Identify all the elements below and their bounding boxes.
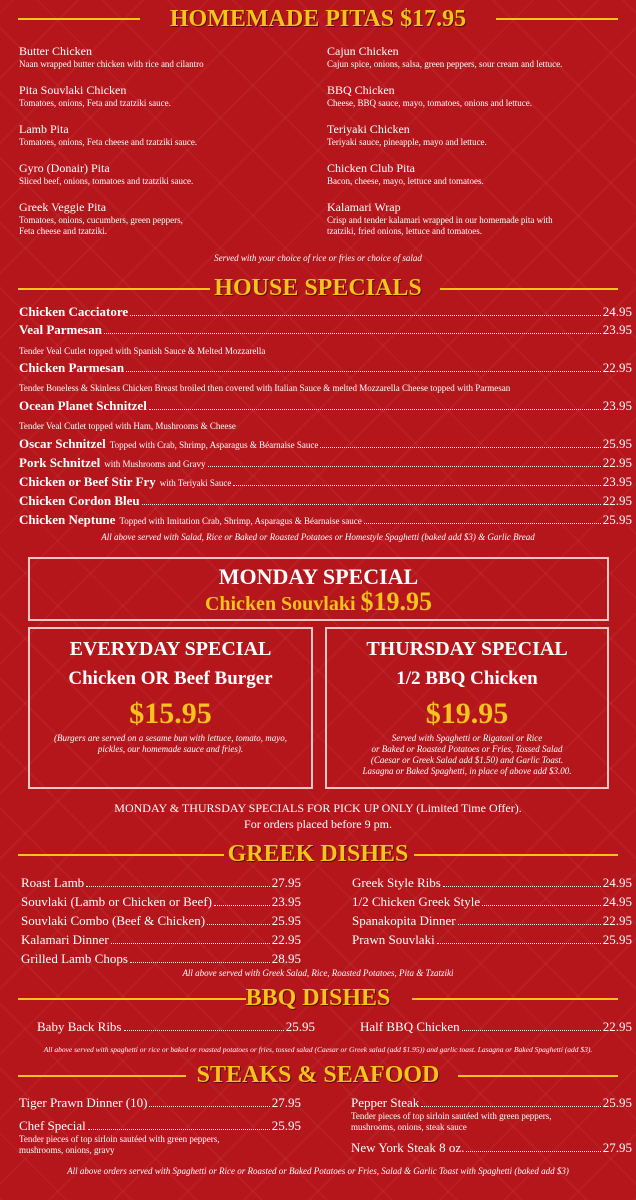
leader-dots <box>458 924 601 925</box>
leader-dots <box>233 485 600 486</box>
dish-price: 23.95 <box>271 894 301 909</box>
dish-sub: with Teriyaki Sauce <box>159 478 232 488</box>
dish-sub: Topped with Imitation Crab, Shrimp, Asparagus & Béarnaise sauce <box>119 516 362 526</box>
dish-price: 23.95 <box>602 322 632 337</box>
house-row <box>19 359 632 376</box>
dish-name: Baby Back Ribs <box>37 1019 122 1034</box>
pita-desc-2: Feta cheese and tzatziki. <box>19 226 107 236</box>
dish-name: Roast Lamb <box>21 875 85 890</box>
steaks-heading: STEAKS & SEAFOOD <box>196 1062 440 1088</box>
dish-price: 25.95 <box>602 436 632 451</box>
pita-desc: Teriyaki sauce, pineapple, mayo and lettuce. <box>327 137 487 147</box>
dish-name: 1/2 Chicken Greek Style <box>352 894 481 909</box>
dish-price: 22.95 <box>271 932 301 947</box>
dish-name: Prawn Souvlaki <box>352 932 435 947</box>
dish-desc: Tender pieces of top sirloin sautéed with green peppers, <box>351 1111 552 1121</box>
pitas-heading: HOMEMADE PITAS $17.95 <box>169 6 467 32</box>
monday-line2 <box>30 589 607 617</box>
dish-desc-2: mushrooms, onions, steak sauce <box>351 1122 467 1132</box>
pita-desc: Tomatoes, onions, Feta cheese and tzatziki sauce. <box>19 137 198 147</box>
leader-dots <box>443 886 601 887</box>
pita-desc: Sliced beef, onions, tomatoes and tzatziki sauce. <box>19 176 194 186</box>
pita-name: Butter Chicken <box>19 44 92 58</box>
dish-price: 22.95 <box>602 360 632 375</box>
leader-dots <box>462 1030 601 1031</box>
everyday-item: Chicken OR Beef Burger <box>68 668 273 689</box>
pita-desc-2: tzatziki, fried onions, lettuce and tomatoes. <box>327 226 482 236</box>
thursday-note-2: or Baked or Roasted Potatoes or Fries, Tossed Salad <box>371 744 563 754</box>
dish-name: Half BBQ Chicken <box>360 1019 460 1034</box>
steak-row <box>351 1139 632 1156</box>
dish-desc: Tender Veal Cutlet topped with Ham, Mushrooms & Cheese <box>19 421 236 431</box>
leader-dots <box>421 1106 601 1107</box>
bbq-heading: BBQ DISHES <box>245 985 391 1011</box>
house-row <box>19 303 632 320</box>
dish-price: 27.95 <box>271 1095 301 1110</box>
pita-item <box>327 200 553 237</box>
leader-dots <box>124 1030 284 1031</box>
thursday-item: 1/2 BBQ Chicken <box>396 668 538 689</box>
dish-name: Tiger Prawn Dinner (10) <box>19 1095 148 1110</box>
bbq-row <box>360 1018 632 1035</box>
dish-sub: Topped with Crab, Shrimp, Asparagus & Béarnaise Sauce <box>109 440 319 450</box>
dish-name: Chicken or Beef Stir Fry <box>19 474 156 489</box>
dish-price: 28.95 <box>271 951 301 966</box>
leader-dots <box>104 333 601 334</box>
monday-price: $19.95 <box>360 587 433 616</box>
greek-row <box>21 874 301 891</box>
dish-desc: Tender pieces of top sirloin sautéed with green peppers, <box>19 1134 220 1144</box>
dish-desc-2: mushrooms, onions, gravy <box>19 1145 115 1155</box>
monday-title: MONDAY SPECIAL <box>218 564 419 589</box>
dish-name: Chef Special <box>19 1118 86 1133</box>
house-heading: HOUSE SPECIALS <box>214 275 422 301</box>
pita-item <box>327 44 562 70</box>
everyday-title: EVERYDAY SPECIAL <box>69 638 272 660</box>
dish-price: 25.95 <box>285 1019 315 1034</box>
greek-row <box>21 893 301 910</box>
leader-dots <box>142 504 601 505</box>
leader-dots <box>482 905 601 906</box>
house-row <box>19 492 632 509</box>
thursday-note-3: (Caesar or Greek Salad add $1.50) and Garlic Toast. <box>370 755 564 765</box>
everyday-note-2: pickles, our homemade sauce and fries). <box>97 744 244 754</box>
house-row <box>19 454 632 473</box>
dish-name: Pepper Steak <box>351 1095 420 1110</box>
dish-price: 25.95 <box>271 913 301 928</box>
dish-name: Chicken Neptune <box>19 512 116 527</box>
house-row <box>19 473 632 492</box>
everyday-price: $15.95 <box>129 697 212 730</box>
pita-desc: Naan wrapped butter chicken with rice and cilantro <box>19 59 204 69</box>
dish-name: Grilled Lamb Chops <box>21 951 128 966</box>
pita-item <box>19 161 193 187</box>
monday-special-box <box>28 557 609 621</box>
dish-price: 22.95 <box>602 493 632 508</box>
everyday-note-1: (Burgers are served on a sesame bun with lettuce, tomato, mayo, <box>53 733 288 743</box>
dish-name: Spanakopita Dinner <box>352 913 456 928</box>
everyday-special-box <box>28 627 313 789</box>
dish-price: 23.95 <box>602 398 632 413</box>
pita-name: Teriyaki Chicken <box>327 122 410 136</box>
steak-row <box>19 1117 301 1134</box>
dish-price: 25.95 <box>602 1095 632 1110</box>
pita-item <box>19 200 183 237</box>
dish-name: Souvlaki Combo (Beef & Chicken) <box>21 913 206 928</box>
dish-name: Souvlaki (Lamb or Chicken or Beef) <box>21 894 212 909</box>
pita-desc: Tomatoes, onions, cucumbers, green peppers, <box>19 215 183 225</box>
leader-dots <box>111 943 270 944</box>
leader-dots <box>208 466 601 467</box>
greek-row <box>352 874 632 891</box>
greek-row <box>21 931 301 948</box>
dish-price: 24.95 <box>602 304 632 319</box>
dish-price: 23.95 <box>602 474 632 489</box>
dish-name: Veal Parmesan <box>19 322 102 337</box>
greek-row <box>352 931 632 948</box>
leader-dots <box>214 905 270 906</box>
leader-dots <box>364 523 601 524</box>
bbq-row <box>37 1018 315 1035</box>
greek-row <box>352 893 632 910</box>
thursday-special-box <box>325 627 609 789</box>
pita-name: Lamb Pita <box>19 122 69 136</box>
dish-price: 22.95 <box>602 455 632 470</box>
house-row <box>19 511 632 530</box>
bbq-note: All above served with spaghetti or rice or baked or roasted potatoes or fries, tossed salad (Caesar or Greek salad (add $1.95)) and garlic toast. Lasagna or Baked Spaghetti (add $3). <box>43 1045 593 1054</box>
dish-name: Chicken Parmesan <box>19 360 125 375</box>
dish-price: 27.95 <box>271 875 301 890</box>
pita-item <box>327 122 487 148</box>
pita-item <box>327 83 532 109</box>
dish-name: New York Steak 8 oz. <box>351 1140 465 1155</box>
pita-name: Chicken Club Pita <box>327 161 415 175</box>
pita-desc: Cheese, BBQ sauce, mayo, tomatoes, onions and lettuce. <box>327 98 532 108</box>
leader-dots <box>86 886 270 887</box>
steaks-note: All above orders served with Spaghetti or Rice or Roasted or Baked Potatoes or Fries, Salad & Garlic Toast with Spaghetti (baked add $3) <box>67 1166 569 1176</box>
pita-desc: Crisp and tender kalamari wrapped in our homemade pita with <box>327 215 553 225</box>
thursday-title: THURSDAY SPECIAL <box>366 638 568 660</box>
pickup-line-1: MONDAY & THURSDAY SPECIALS FOR PICK UP ONLY (Limited Time Offer). <box>114 801 522 815</box>
dish-desc: Tender Veal Cutlet topped with Spanish Sauce & Melted Mozzarella <box>19 346 266 356</box>
greek-row <box>21 950 301 967</box>
dish-desc: Tender Boneless & Skinless Chicken Breast broiled then covered with Italian Sauce & melted Mozzarella Cheese topped with Parmesan <box>19 383 511 393</box>
dish-price: 25.95 <box>271 1118 301 1133</box>
leader-dots <box>130 315 601 316</box>
dish-name: Kalamari Dinner <box>21 932 109 947</box>
leader-dots <box>207 924 270 925</box>
pita-item <box>19 44 204 70</box>
leader-dots <box>149 1106 269 1107</box>
dish-price: 22.95 <box>602 1019 632 1034</box>
dish-price: 24.95 <box>602 894 632 909</box>
dish-name: Pork Schnitzel <box>19 455 101 470</box>
dish-price: 25.95 <box>602 512 632 527</box>
dish-name: Ocean Planet Schnitzel <box>19 398 147 413</box>
greek-row <box>352 912 632 929</box>
dish-sub: with Mushrooms and Gravy <box>104 459 206 469</box>
greek-note: All above served with Greek Salad, Rice, Roasted Potatoes, Pita & Tzatziki <box>182 968 454 978</box>
house-row <box>19 435 632 454</box>
dish-price: 25.95 <box>602 932 632 947</box>
dish-price: 24.95 <box>602 875 632 890</box>
leader-dots <box>130 962 270 963</box>
house-row <box>19 397 632 414</box>
leader-dots <box>126 371 601 372</box>
pita-item <box>327 161 484 187</box>
dish-price: 27.95 <box>602 1140 632 1155</box>
pita-name: Greek Veggie Pita <box>19 200 107 214</box>
pita-desc: Bacon, cheese, mayo, lettuce and tomatoes. <box>327 176 484 186</box>
pita-desc: Cajun spice, onions, salsa, green peppers, sour cream and lettuce. <box>327 59 563 69</box>
leader-dots <box>320 447 600 448</box>
thursday-price: $19.95 <box>425 697 509 730</box>
pita-name: Gyro (Donair) Pita <box>19 161 110 175</box>
thursday-note-1: Served with Spaghetti or Rigatoni or Rice <box>391 733 543 743</box>
leader-dots <box>149 409 601 410</box>
greek-heading: GREEK DISHES <box>227 841 409 867</box>
pita-name: Cajun Chicken <box>327 44 399 58</box>
dish-price: 22.95 <box>602 913 632 928</box>
monday-item: Chicken Souvlaki <box>204 593 356 615</box>
leader-dots <box>466 1151 600 1152</box>
pickup-line-2: For orders placed before 9 pm. <box>244 817 392 831</box>
dish-name: Oscar Schnitzel <box>19 436 106 451</box>
house-row <box>19 321 632 338</box>
pita-name: BBQ Chicken <box>327 83 395 97</box>
thursday-note-4: Lasagna or Baked Spaghetti, in place of above add $3.00. <box>362 766 572 776</box>
greek-row <box>21 912 301 929</box>
pita-name: Pita Souvlaki Chicken <box>19 83 127 97</box>
steak-row <box>351 1094 632 1111</box>
dish-name: Chicken Cacciatore <box>19 304 129 319</box>
pitas-note: Served with your choice of rice or fries or choice of salad <box>214 253 422 263</box>
dish-name: Chicken Cordon Bleu <box>19 493 140 508</box>
pita-item <box>19 83 171 109</box>
pita-desc: Tomatoes, onions, Feta and tzatziki sauce. <box>19 98 171 108</box>
steak-row <box>19 1094 301 1111</box>
house-note: All above served with Salad, Rice or Baked or Roasted Potatoes or Homestyle Spaghetti (baked add $3) & Garlic Bread <box>101 532 535 542</box>
leader-dots <box>88 1129 270 1130</box>
leader-dots <box>437 943 601 944</box>
pita-name: Kalamari Wrap <box>327 200 401 214</box>
pita-item <box>19 122 197 148</box>
dish-name: Greek Style Ribs <box>352 875 441 890</box>
